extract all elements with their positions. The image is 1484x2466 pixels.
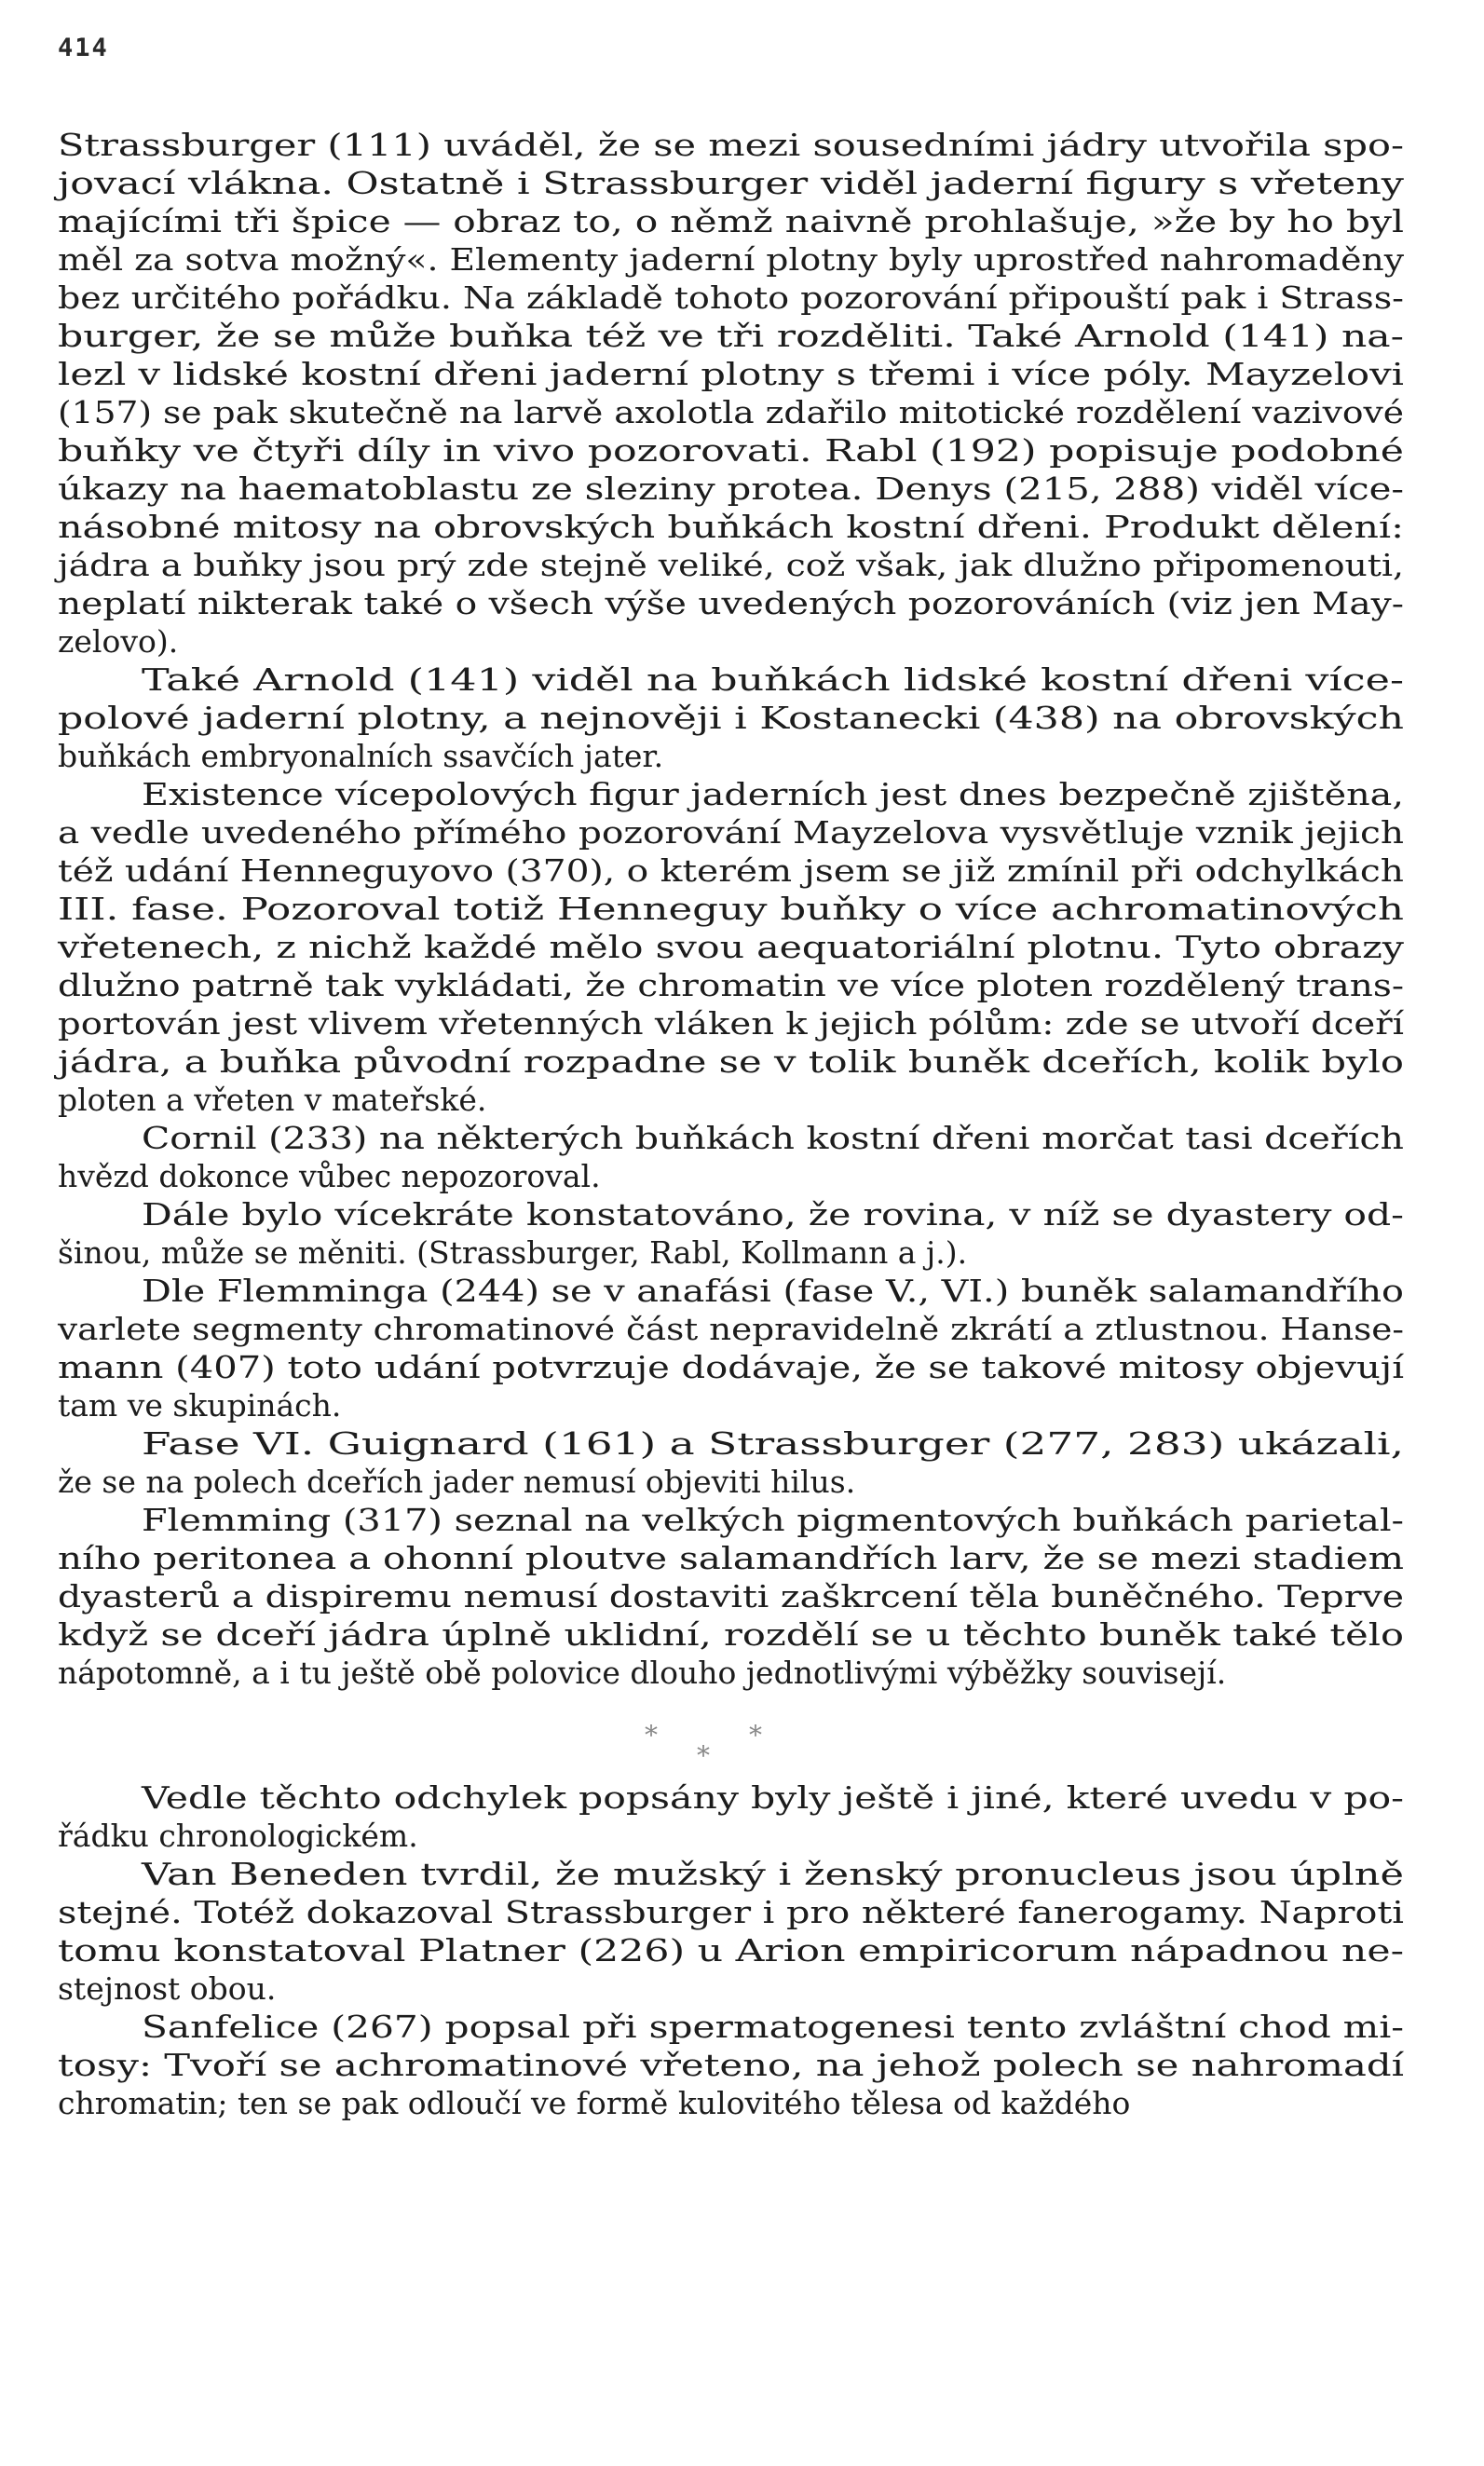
text-line	[58, 1654, 1404, 1692]
text-line	[58, 1463, 1404, 1501]
text-line-content: též udání Henneguyovo (370), o kterém jsem se již zmínil při odchylkách	[58, 852, 1404, 889]
text-line-content: polové jaderní plotny, a nejnověji i Kostanecki (438) na obrovských	[58, 700, 1404, 736]
text-line	[58, 890, 1404, 928]
text-line-content: neplatí nikterak také o všech výše uvedených pozorováních (viz jen May-	[58, 585, 1405, 621]
text-line	[58, 928, 1404, 966]
text-line	[58, 317, 1404, 355]
text-line	[58, 2046, 1404, 2084]
text-line-content: jádra a buňky jsou prý zde stejně veliké, což však, jak dlužno připomenouti,	[58, 547, 1404, 583]
text-line-content: Flemming (317) seznal na velkých pigmentových buňkách parietal-	[142, 1502, 1404, 1538]
text-line-content: měl za sotva možný«. Elementy jaderní plotny byly uprostřed nahromaděny	[58, 241, 1404, 278]
text-line	[58, 737, 1404, 775]
text-line-content: buňkách embryonalních ssavčích jater.	[58, 738, 664, 774]
text-line	[58, 1424, 1404, 1463]
text-line-content: Van Beneden tvrdil, že mužský i ženský pronucleus jsou úplně	[142, 1856, 1404, 1892]
text-line	[58, 1893, 1404, 1931]
text-line	[58, 966, 1404, 1004]
text-line	[58, 1157, 1404, 1195]
text-line	[58, 202, 1404, 240]
text-line	[58, 1615, 1404, 1654]
text-line-content: buňky ve čtyři díly in vivo pozorovati. Rabl (192) popisuje podobné	[58, 432, 1404, 469]
text-line	[58, 1386, 1404, 1424]
text-line	[58, 584, 1404, 622]
text-line-content: Existence vícepolových figur jaderních jest dnes bezpečně zjištěna,	[142, 776, 1404, 812]
text-block-1	[58, 126, 1404, 1692]
text-line	[58, 1969, 1404, 2008]
text-line-content: že se na polech dceřích jader nemusí objeviti hilus.	[58, 1464, 856, 1500]
text-line	[58, 1233, 1404, 1272]
page-number: 414	[58, 34, 109, 62]
text-line	[58, 279, 1404, 317]
text-line-content: varlete segmenty chromatinové část nepravidelně zkrátí a ztlustnou. Hanse-	[58, 1311, 1404, 1347]
text-line-content: (157) se pak skutečně na larvě axolotla zdařilo mitotické rozdělení vazivové	[58, 394, 1404, 430]
text-line	[58, 661, 1404, 699]
body-text	[58, 126, 1404, 2122]
text-line-content: burger, že se může buňka též ve tři rozděliti. Také Arnold (141) na-	[58, 318, 1404, 354]
text-line-content: úkazy na haematoblastu ze sleziny protea. Denys (215, 288) viděl více-	[58, 470, 1404, 507]
text-line	[58, 1119, 1404, 1157]
text-line	[58, 1004, 1404, 1042]
text-line-content: lezl v lidské kostní dřeni jaderní plotny s třemi i více póly. Mayzelovi	[58, 356, 1404, 392]
text-line-content: Sanfelice (267) popsal při spermatogenesi tento zvláštní chod mi-	[142, 2009, 1404, 2045]
text-line-content: zelovo).	[58, 623, 179, 660]
asterisk: *	[697, 1740, 710, 1771]
text-line-content: šinou, může se měniti. (Strassburger, Rabl, Kollmann a j.).	[58, 1234, 968, 1271]
text-line	[58, 1778, 1404, 1817]
text-line	[58, 852, 1404, 890]
text-line-content: stejnost obou.	[58, 1970, 277, 2007]
text-line-content: Fase VI. Guignard (161) a Strassburger (277, 283) ukázali,	[142, 1425, 1404, 1462]
text-line-content: a vedle uvedeného přímého pozorování Mayzelova vysvětluje vznik jejich	[58, 814, 1404, 851]
text-line	[58, 1501, 1404, 1539]
text-line-content: tosy: Tvoří se achromatinové vřeteno, na jehož polech se nahromadí	[58, 2047, 1404, 2083]
text-line	[58, 1817, 1404, 1855]
text-line-content: Dále bylo vícekráte konstatováno, že rovina, v níž se dyastery od-	[142, 1196, 1404, 1233]
text-line-content: jádra, a buňka původní rozpadne se v tolik buněk dceřích, kolik bylo	[58, 1043, 1404, 1080]
text-line	[58, 2084, 1404, 2122]
text-line-content: tomu konstatoval Platner (226) u Arion empiricorum nápadnou ne-	[58, 1932, 1404, 1969]
text-line	[58, 470, 1404, 508]
text-line	[58, 1539, 1404, 1577]
text-line	[58, 1577, 1404, 1615]
text-line	[58, 2008, 1404, 2046]
text-line	[58, 622, 1404, 661]
text-line-content: Vedle těchto odchylek popsány byly ještě i jiné, které uvedu v po-	[142, 1779, 1404, 1816]
text-line-content: násobné mitosy na obrovských buňkách kostní dřeni. Produkt dělení:	[58, 509, 1404, 545]
text-line	[58, 164, 1404, 202]
text-line	[58, 699, 1404, 737]
text-line-content: jovací vlákna. Ostatně i Strassburger viděl jaderní figury s vřeteny	[58, 165, 1404, 201]
text-line-content: portován jest vlivem vřetenných vláken k jejich pólům: zde se utvoří dceří	[58, 1005, 1404, 1042]
text-line-content: III. fase. Pozoroval totiž Henneguy buňky o více achromatinových	[58, 891, 1404, 927]
text-line-content: dyasterů a dispiremu nemusí dostaviti zaškrcení těla buněčného. Teprve	[58, 1578, 1404, 1614]
text-line	[58, 355, 1404, 393]
text-line-content: mann (407) toto udání potvrzuje dodávaje, že se takové mitosy objevují	[58, 1349, 1404, 1385]
text-block-2	[58, 1778, 1404, 2122]
text-line-content: když se dceří jádra úplně uklidní, rozdělí se u těchto buněk také tělo	[58, 1616, 1404, 1653]
text-line-content: bez určitého pořádku. Na základě tohoto pozorování připouští pak i Strass-	[58, 279, 1404, 316]
text-line	[58, 1310, 1404, 1348]
text-line	[58, 1042, 1404, 1081]
text-line	[58, 813, 1404, 852]
text-line	[58, 1195, 1404, 1233]
text-line-content: Také Arnold (141) viděl na buňkách lidské kostní dřeni více-	[142, 661, 1404, 698]
text-line	[58, 1272, 1404, 1310]
text-line	[58, 240, 1404, 279]
text-line	[58, 1931, 1404, 1969]
text-line-content: nápotomně, a i tu ještě obě polovice dlouho jednotlivými výběžky souvisejí.	[58, 1655, 1227, 1691]
text-line-content: hvězd dokonce vůbec nepozoroval.	[58, 1158, 601, 1194]
text-line-content: chromatin; ten se pak odloučí ve formě kulovitého tělesa od každého	[58, 2085, 1131, 2121]
text-line	[58, 546, 1404, 584]
text-line	[58, 431, 1404, 470]
text-line	[58, 126, 1404, 164]
text-line	[58, 1081, 1404, 1119]
asterisk: *	[645, 1720, 658, 1751]
text-line	[58, 775, 1404, 813]
text-line-content: dlužno patrně tak vykládati, že chromatin ve více ploten rozdělený trans-	[58, 967, 1404, 1003]
text-line-content: Cornil (233) na některých buňkách kostní dřeni morčat tasi dceřích	[142, 1120, 1404, 1156]
text-line	[58, 508, 1404, 546]
text-line-content: tam ve skupinách.	[58, 1387, 342, 1424]
text-line-content: řádku chronologickém.	[58, 1818, 418, 1854]
text-line-content: stejné. Totéž dokazoval Strassburger i pro některé fanerogamy. Naproti	[58, 1894, 1404, 1930]
text-line-content: ního peritonea a ohonní ploutve salamandřích larv, že se mezi stadiem	[58, 1540, 1404, 1576]
text-line	[58, 393, 1404, 431]
text-line-content: vřetenech, z nichž každé mělo svou aequatoriální plotnu. Tyto obrazy	[58, 929, 1404, 965]
text-line-content: majícími tři špice — obraz to, o němž naivně prohlašuje, »že by ho byl	[58, 203, 1404, 239]
text-line-content: Dle Flemminga (244) se v anafási (fase V., VI.) buněk salamandřího	[142, 1273, 1404, 1309]
section-separator	[58, 1692, 1404, 1778]
text-line	[58, 1348, 1404, 1386]
text-line	[58, 1855, 1404, 1893]
text-line-content: Strassburger (111) uváděl, že se mezi sousedními jádry utvořila spo-	[58, 127, 1404, 163]
text-line-content: ploten a vřeten v mateřské.	[58, 1082, 487, 1118]
asterisk: *	[749, 1720, 762, 1751]
